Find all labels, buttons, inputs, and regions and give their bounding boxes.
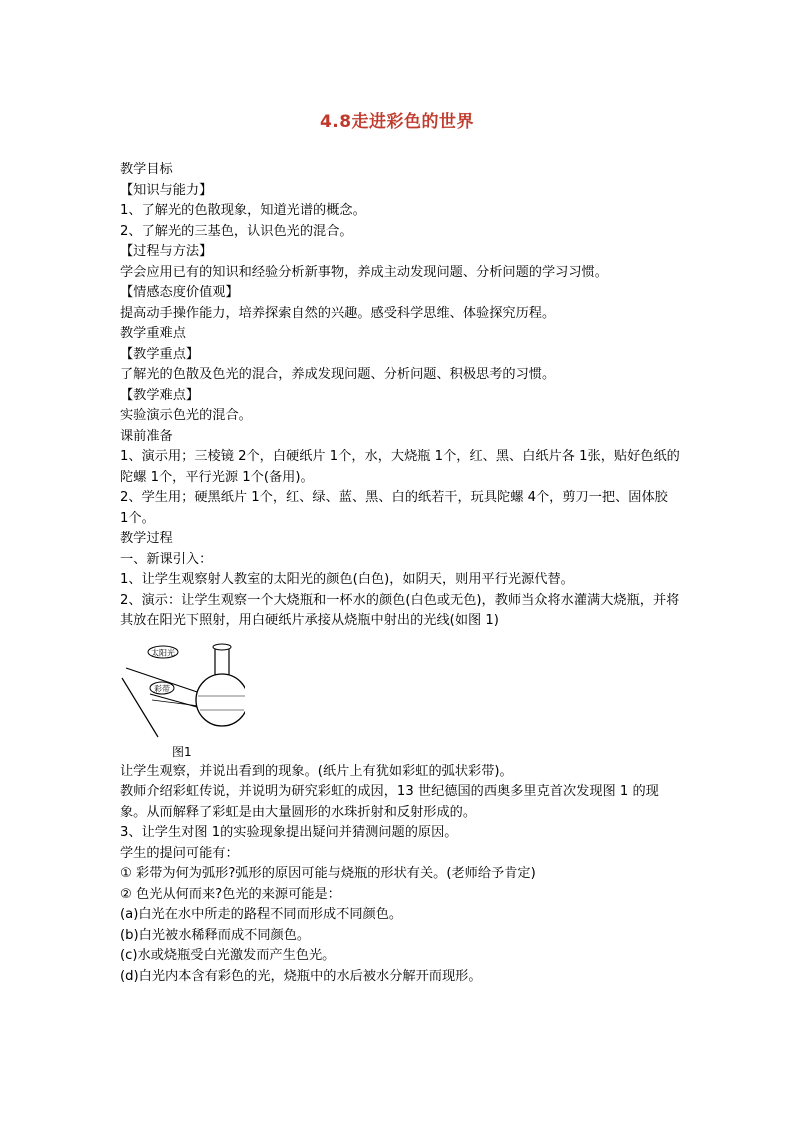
text-line: 1、演示用；三棱镜 2个，白硬纸片 1个，水，大烧瓶 1个，红、黑、白纸片各 1张，贴好色纸的陀螺 1个，平行光源 1个(备用)。 bbox=[120, 449, 680, 485]
text-line: 【情感态度价值观】 bbox=[120, 285, 239, 300]
text-line: 提高动手操作能力，培养探索自然的兴趣。感受科学思维、体验探究历程。 bbox=[120, 305, 556, 321]
text-line: 学生的提问可能有： bbox=[120, 845, 239, 861]
document-body bbox=[120, 160, 680, 987]
text-line: 【教学重点】 bbox=[120, 346, 200, 362]
text-line: 3、让学生对图 1的实验现象提出疑问并猜测问题的原因。 bbox=[120, 825, 458, 840]
text-line: 教学目标 bbox=[120, 162, 173, 177]
text-line: 【知识与能力】 bbox=[120, 182, 213, 198]
text-line: 【教学难点】 bbox=[120, 387, 200, 403]
label-sunlight: 太阳光 bbox=[151, 648, 175, 657]
text-line: 2、演示：让学生观察一个大烧瓶和一杯水的颜色(白色或无色)，教师当众将水灌满大烧瓶，并将其放在阳光下照射，用白硬纸片承接从烧瓶中射出的光线(如图 1) bbox=[120, 592, 680, 628]
label-rainbow-band: 彩带 bbox=[154, 684, 170, 693]
flask-diagram bbox=[120, 638, 245, 738]
text-line: 教学重难点 bbox=[120, 326, 186, 341]
figure-caption: 图1 bbox=[172, 744, 192, 759]
text-line: 2、学生用；硬黑纸片 1个，红、绿、蓝、黑、白的纸若干，玩具陀螺 4个，剪刀一把、固体胶 1个。 bbox=[120, 490, 668, 526]
text-line: 1、了解光的色散现象，知道光谱的概念。 bbox=[120, 203, 366, 218]
lesson-text-bottom bbox=[120, 762, 680, 988]
lesson-text-top bbox=[120, 160, 680, 632]
flask-body bbox=[196, 674, 245, 726]
text-line: ② 色光从何而来?色光的来源可能是： bbox=[120, 886, 341, 902]
flask-mouth bbox=[213, 644, 231, 650]
text-line: (c)水或烧瓶受白光激发而产生色光。 bbox=[120, 948, 336, 963]
text-line: 课前准备 bbox=[120, 428, 173, 444]
text-line: 【过程与方法】 bbox=[120, 244, 213, 259]
text-line: 1、让学生观察射人教室的太阳光的颜色(白色)，如阴天，则用平行光源代替。 bbox=[120, 572, 574, 587]
figure-1 bbox=[120, 638, 245, 738]
text-line: 一、新课引入： bbox=[120, 551, 213, 567]
text-line: 让学生观察，并说出看到的现象。(纸片上有犹如彩虹的弧状彩带)。 bbox=[120, 763, 513, 779]
text-line: 学会应用已有的知识和经验分析新事物，养成主动发现问题、分析问题的学习习惯。 bbox=[120, 264, 608, 280]
text-line: (b)白光被水稀释而成不同颜色。 bbox=[120, 927, 311, 943]
document-title: 4.8走进彩色的世界 bbox=[319, 112, 475, 132]
text-line: 2、了解光的三基色，认识色光的混合。 bbox=[120, 223, 353, 239]
text-line: 教师介绍彩虹传说，并说明为研究彩虹的成因，13 世纪德国的西奥多里克首次发现图 1 的现象。从而解释了彩虹是由大量圆形的水珠折射和反射形成的。 bbox=[120, 784, 659, 820]
text-line: 了解光的色散及色光的混合，养成发现问题、分析问题、积极思考的习惯。 bbox=[120, 367, 556, 382]
text-line: 教学过程 bbox=[120, 531, 173, 546]
text-line: (d)白光内本含有彩色的光，烧瓶中的水后被水分解开而现形。 bbox=[120, 968, 482, 984]
text-line: 实验演示色光的混合。 bbox=[120, 408, 252, 423]
text-line: (a)白光在水中所走的路程不同而形成不同颜色。 bbox=[120, 907, 403, 922]
text-line: ① 彩带为何为弧形?弧形的原因可能与烧瓶的形状有关。(老师给予肯定) bbox=[120, 866, 536, 881]
